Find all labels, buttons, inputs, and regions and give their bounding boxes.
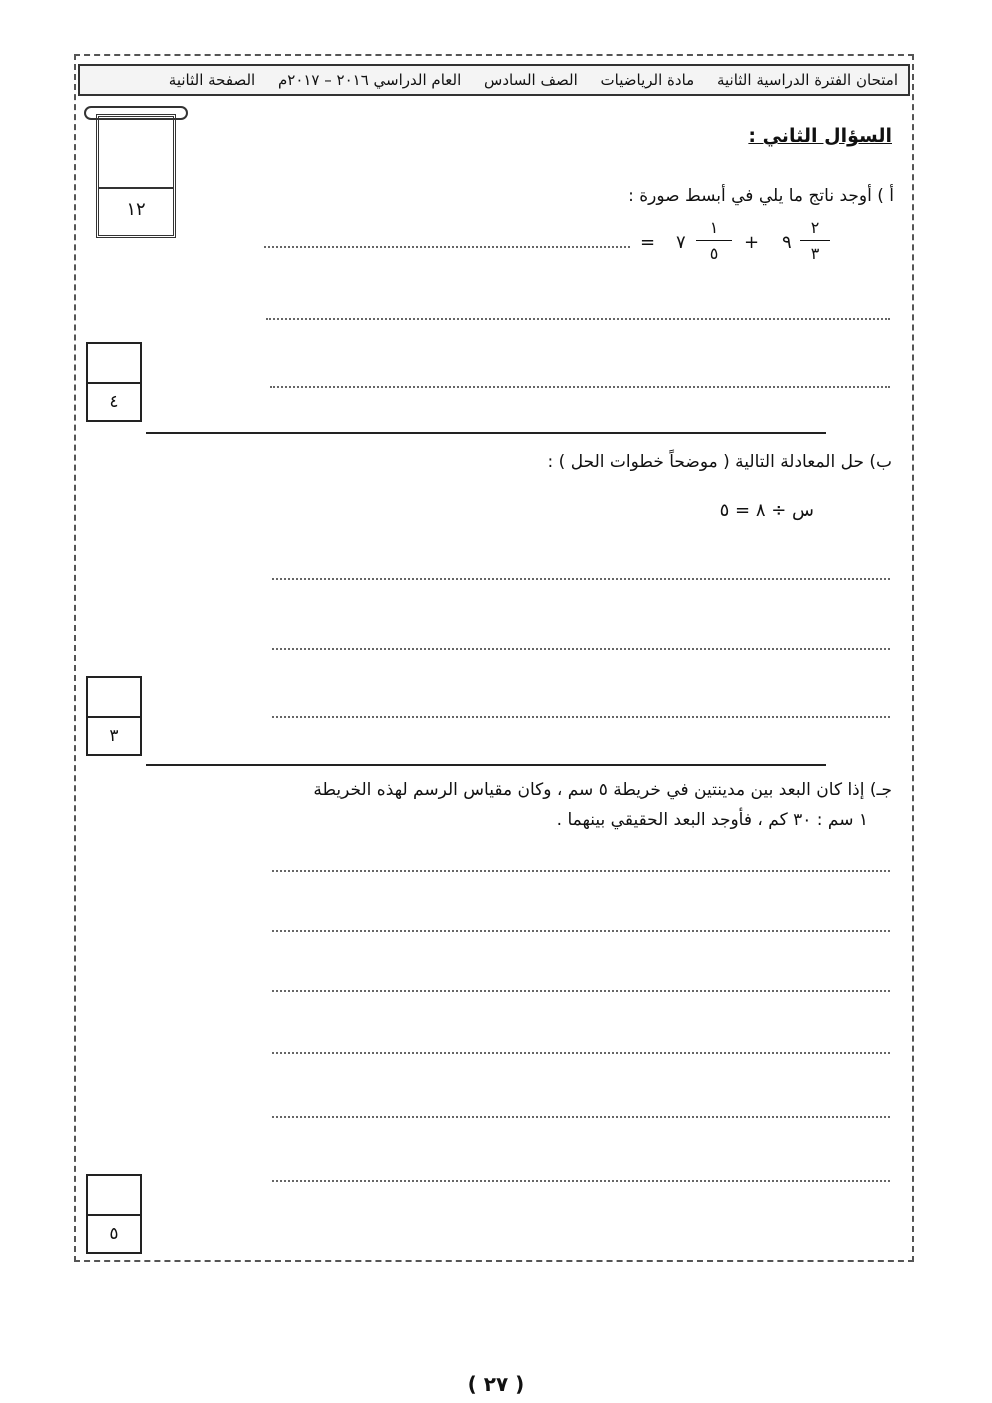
total-mark-scroll	[82, 104, 192, 240]
part-a-den2: ٥	[709, 244, 719, 263]
header-year: العام الدراسي ٢٠١٦ – ٢٠١٧م	[277, 71, 462, 89]
total-mark-value: ١٢	[126, 199, 146, 220]
part-c-line1: جـ) إذا كان البعد بين مدينتين في خريطة ٥ سم ، وكان مقياس الرسم لهذه الخريطة	[313, 780, 892, 800]
part-a-num1: ٢	[810, 218, 820, 237]
answer-line[interactable]	[266, 318, 890, 320]
part-a-fraction1	[800, 218, 830, 263]
part-c-line2: ١ سم : ٣٠ كم ، فأوجد البعد الحقيقي بينهما .	[556, 810, 868, 830]
part-a-prompt: أ ) أوجد ناتج ما يلي في أبسط صورة :	[628, 186, 894, 206]
answer-line[interactable]	[272, 990, 890, 992]
part-a-fraction2	[696, 218, 732, 263]
part-a-whole1: ٩	[782, 232, 792, 253]
header-exam: امتحان الفترة الدراسية الثانية	[716, 71, 898, 89]
answer-line[interactable]	[272, 1180, 890, 1182]
question-title: السؤال الثاني :	[748, 125, 892, 147]
answer-line[interactable]	[272, 1052, 890, 1054]
part-a-num2: ١	[709, 218, 719, 237]
exam-header	[78, 64, 910, 96]
part-b-mark-box	[86, 676, 142, 756]
part-a-whole2: ٧	[676, 232, 686, 253]
header-page: الصفحة الثانية	[168, 71, 256, 89]
section-divider	[146, 432, 826, 434]
part-b-prompt: ب) حل المعادلة التالية ( موضحاً خطوات الحل ) :	[547, 452, 892, 472]
total-mark-box	[96, 114, 176, 238]
part-a-mark: ٤	[109, 392, 119, 412]
part-a-plus: +	[744, 232, 760, 253]
part-b-mark: ٣	[109, 726, 119, 746]
part-a-equals: =	[640, 232, 656, 253]
part-c-mark: ٥	[109, 1224, 119, 1244]
part-a-den1: ٣	[810, 244, 820, 263]
page-number: ( ٢٧ )	[467, 1372, 525, 1396]
header-grade: الصف السادس	[484, 71, 578, 89]
part-b-equation: س ÷ ٨ = ٥	[719, 500, 814, 521]
answer-line[interactable]	[270, 386, 890, 388]
part-a-mark-box	[86, 342, 142, 422]
answer-line[interactable]	[264, 246, 630, 248]
answer-line[interactable]	[272, 870, 890, 872]
answer-line[interactable]	[272, 930, 890, 932]
header-subject: مادة الرياضيات	[600, 71, 695, 89]
section-divider	[146, 764, 826, 766]
answer-line[interactable]	[272, 648, 890, 650]
answer-line[interactable]	[272, 1116, 890, 1118]
answer-line[interactable]	[272, 716, 890, 718]
part-c-mark-box	[86, 1174, 142, 1254]
answer-line[interactable]	[272, 578, 890, 580]
